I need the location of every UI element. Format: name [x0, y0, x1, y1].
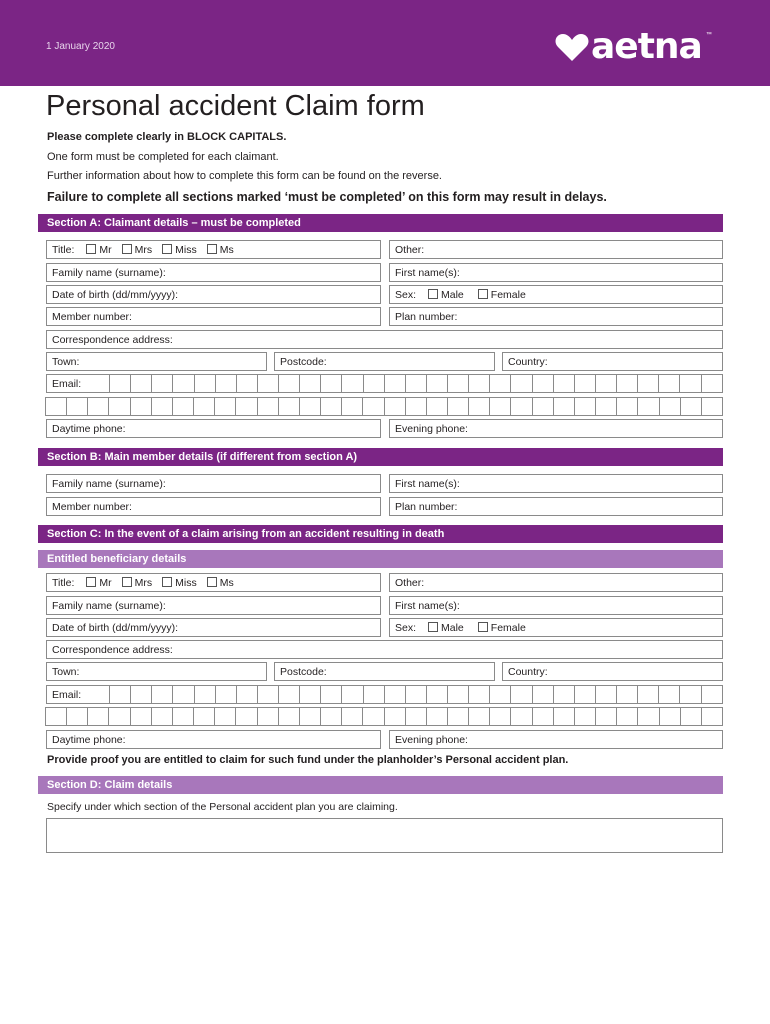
mrs-checkbox[interactable]: [122, 577, 132, 587]
female-label: Female: [490, 622, 526, 634]
claim-note: Specify under which section of the Personal accident plan you are claiming.: [47, 801, 398, 813]
mr-label: Mr: [99, 577, 112, 589]
dob-label: Date of birth (dd/mm/yyyy):: [52, 622, 179, 634]
email-char-cell[interactable]: [278, 374, 300, 393]
aetna-logo: [555, 26, 712, 67]
section-a-header: Section A: Claimant details – must be completed: [38, 214, 723, 232]
email-char-cell[interactable]: [235, 397, 257, 416]
main-first-names-field[interactable]: [389, 474, 723, 493]
address-label: Correspondence address:: [52, 644, 173, 656]
email-char-cell[interactable]: [151, 685, 173, 704]
family-name-label: Family name (surname):: [52, 267, 166, 279]
email-char-cell[interactable]: [66, 397, 88, 416]
email-char-cell[interactable]: [299, 707, 321, 726]
email-char-cell[interactable]: [130, 397, 152, 416]
postcode-label: Postcode:: [280, 356, 327, 368]
town-label: Town:: [52, 666, 80, 678]
email-char-cell[interactable]: [468, 707, 490, 726]
email-char-cell[interactable]: [659, 707, 681, 726]
address-label: Correspondence address:: [52, 334, 173, 346]
email-char-cell[interactable]: [637, 397, 659, 416]
email-char-cell[interactable]: [532, 707, 554, 726]
email-char-cell[interactable]: [384, 397, 406, 416]
sex-field: [389, 285, 723, 304]
email-char-cell[interactable]: [172, 707, 194, 726]
email-char-cell[interactable]: [637, 685, 659, 704]
email-char-cell[interactable]: [130, 685, 152, 704]
beneficiary-subheader: Entitled beneficiary details: [38, 550, 723, 568]
miss-checkbox[interactable]: [162, 577, 172, 587]
town-label: Town:: [52, 356, 80, 368]
email-char-cell[interactable]: [468, 397, 490, 416]
email-char-cell[interactable]: [489, 397, 511, 416]
evening-phone-field[interactable]: [389, 419, 723, 438]
email-char-cell[interactable]: [553, 685, 575, 704]
evening-phone-label: Evening phone:: [395, 423, 468, 435]
plan-number-field[interactable]: [389, 307, 723, 326]
email-char-cell[interactable]: [595, 685, 617, 704]
email-char-cell[interactable]: [447, 374, 469, 393]
email-char-cell[interactable]: [468, 374, 490, 393]
email-char-cell[interactable]: [235, 707, 257, 726]
header-banner: [0, 0, 770, 86]
email-char-cell[interactable]: [278, 707, 300, 726]
section-c-header: Section C: In the event of a claim arising from an accident resulting in death: [38, 525, 723, 543]
email-char-cell[interactable]: [680, 707, 702, 726]
title-field: [46, 240, 381, 259]
email-char-cell[interactable]: [595, 707, 617, 726]
plan-number-label: Plan number:: [395, 311, 458, 323]
email-char-cell[interactable]: [658, 374, 680, 393]
claim-section-textarea[interactable]: [46, 818, 723, 853]
email-char-cell[interactable]: [151, 707, 173, 726]
male-label: Male: [441, 622, 464, 634]
email-char-cell[interactable]: [659, 397, 681, 416]
female-checkbox[interactable]: [478, 622, 488, 632]
email-label: Email:: [46, 685, 110, 704]
other-label: Other:: [395, 577, 425, 589]
email-char-cell[interactable]: [278, 685, 300, 704]
ben-sex-field: [389, 618, 723, 637]
email-char-cell[interactable]: [510, 685, 532, 704]
family-name-label: Family name (surname):: [52, 600, 166, 612]
mr-label: Mr: [99, 244, 112, 256]
email-char-cell[interactable]: [426, 374, 448, 393]
miss-label: Miss: [175, 577, 197, 589]
email-char-cell[interactable]: [637, 707, 659, 726]
postcode-label: Postcode:: [280, 666, 327, 678]
email-char-cell[interactable]: [553, 707, 575, 726]
email-char-cell[interactable]: [426, 707, 448, 726]
ms-checkbox[interactable]: [207, 577, 217, 587]
email-char-cell[interactable]: [616, 374, 638, 393]
email-char-cell[interactable]: [489, 707, 511, 726]
email-char-cell[interactable]: [257, 374, 279, 393]
email-char-cell[interactable]: [257, 707, 279, 726]
email-char-cell[interactable]: [109, 374, 131, 393]
email-char-cell[interactable]: [362, 397, 384, 416]
email-grid-row-1: [46, 374, 723, 393]
country-label: Country:: [508, 356, 548, 368]
email-char-cell[interactable]: [363, 374, 385, 393]
main-family-name-field[interactable]: [46, 474, 381, 493]
male-label: Male: [441, 289, 464, 301]
ben-address-field[interactable]: [46, 640, 723, 659]
email-char-cell[interactable]: [637, 374, 659, 393]
ben-email-grid-row-1: [46, 685, 723, 704]
first-names-label: First name(s):: [395, 267, 460, 279]
email-char-cell[interactable]: [426, 397, 448, 416]
email-char-cell[interactable]: [363, 685, 385, 704]
email-char-cell[interactable]: [278, 397, 300, 416]
email-char-cell[interactable]: [447, 685, 469, 704]
intro-line-2: One form must be completed for each claimant.: [47, 151, 279, 163]
email-char-cell[interactable]: [616, 707, 638, 726]
email-char-cell[interactable]: [299, 685, 321, 704]
main-plan-number-field[interactable]: [389, 497, 723, 516]
other-title-field[interactable]: [389, 240, 723, 259]
email-char-cell[interactable]: [66, 707, 88, 726]
email-char-cell[interactable]: [236, 685, 258, 704]
family-name-label: Family name (surname):: [52, 478, 166, 490]
female-checkbox[interactable]: [478, 289, 488, 299]
email-char-cell[interactable]: [362, 707, 384, 726]
female-label: Female: [490, 289, 526, 301]
email-char-cell[interactable]: [447, 707, 469, 726]
email-char-cell[interactable]: [384, 374, 406, 393]
member-number-field[interactable]: [46, 307, 381, 326]
address-field[interactable]: [46, 330, 723, 349]
email-char-cell[interactable]: [108, 397, 130, 416]
email-char-cell[interactable]: [194, 685, 216, 704]
main-member-number-field[interactable]: [46, 497, 381, 516]
ben-title-field: [46, 573, 381, 592]
email-char-cell[interactable]: [151, 374, 173, 393]
ben-other-title-field[interactable]: [389, 573, 723, 592]
email-char-cell[interactable]: [701, 707, 723, 726]
email-char-cell[interactable]: [341, 685, 363, 704]
email-char-cell[interactable]: [172, 374, 194, 393]
email-char-cell[interactable]: [341, 374, 363, 393]
ben-dob-field[interactable]: [46, 618, 381, 637]
member-number-label: Member number:: [52, 501, 132, 513]
sex-label: Sex:: [395, 622, 417, 634]
mrs-label: Mrs: [134, 577, 153, 589]
title-label: Title:: [52, 577, 75, 589]
email-char-cell[interactable]: [257, 685, 279, 704]
dob-field[interactable]: [46, 285, 381, 304]
dob-label: Date of birth (dd/mm/yyyy):: [52, 289, 179, 301]
email-char-cell[interactable]: [172, 685, 194, 704]
email-char-cell[interactable]: [426, 685, 448, 704]
intro-line-3: Further information about how to complete this form can be found on the reverse.: [47, 170, 442, 182]
email-label: Email:: [46, 374, 110, 393]
email-char-cell[interactable]: [489, 374, 511, 393]
email-char-cell[interactable]: [193, 397, 215, 416]
email-char-cell[interactable]: [215, 685, 237, 704]
email-char-cell[interactable]: [109, 685, 131, 704]
email-char-cell[interactable]: [172, 397, 194, 416]
sex-label: Sex:: [395, 289, 417, 301]
member-number-label: Member number:: [52, 311, 132, 323]
logo-wordmark: aetna: [591, 26, 702, 67]
ben-evening-phone-field[interactable]: [389, 730, 723, 749]
family-name-field[interactable]: [46, 263, 381, 282]
email-char-cell[interactable]: [574, 374, 596, 393]
intro-line-1: Please complete clearly in BLOCK CAPITALS.: [47, 131, 287, 143]
email-char-cell[interactable]: [532, 685, 554, 704]
email-char-cell[interactable]: [341, 397, 363, 416]
email-char-cell[interactable]: [405, 374, 427, 393]
email-char-cell[interactable]: [257, 397, 279, 416]
email-char-cell[interactable]: [574, 707, 596, 726]
email-char-cell[interactable]: [299, 374, 321, 393]
email-char-cell[interactable]: [214, 397, 236, 416]
miss-label: Miss: [175, 244, 197, 256]
email-char-cell[interactable]: [130, 707, 152, 726]
section-b-header: Section B: Main member details (if different from section A): [38, 448, 723, 466]
email-char-cell[interactable]: [87, 707, 109, 726]
email-char-cell[interactable]: [510, 374, 532, 393]
email-char-cell[interactable]: [680, 397, 702, 416]
postcode-field[interactable]: [274, 352, 495, 371]
email-char-cell[interactable]: [193, 707, 215, 726]
email-char-cell[interactable]: [87, 397, 109, 416]
email-grid-row-2: [46, 397, 723, 416]
email-char-cell[interactable]: [679, 685, 701, 704]
email-char-cell[interactable]: [384, 707, 406, 726]
ben-postcode-field[interactable]: [274, 662, 495, 681]
email-char-cell[interactable]: [405, 685, 427, 704]
evening-phone-label: Evening phone:: [395, 734, 468, 746]
email-char-cell[interactable]: [489, 685, 511, 704]
email-char-cell[interactable]: [701, 397, 723, 416]
town-field[interactable]: [46, 352, 267, 371]
email-char-cell[interactable]: [532, 374, 554, 393]
email-char-cell[interactable]: [299, 397, 321, 416]
email-char-cell[interactable]: [45, 397, 67, 416]
page-title: Personal accident Claim form: [46, 90, 425, 122]
plan-number-label: Plan number:: [395, 501, 458, 513]
email-char-cell[interactable]: [595, 397, 617, 416]
email-char-cell[interactable]: [447, 397, 469, 416]
email-char-cell[interactable]: [215, 374, 237, 393]
logo-trademark: ™: [705, 32, 712, 38]
male-checkbox[interactable]: [428, 289, 438, 299]
email-char-cell[interactable]: [214, 707, 236, 726]
email-char-cell[interactable]: [384, 685, 406, 704]
mrs-checkbox[interactable]: [122, 244, 132, 254]
miss-checkbox[interactable]: [162, 244, 172, 254]
mr-checkbox[interactable]: [86, 577, 96, 587]
email-char-cell[interactable]: [616, 397, 638, 416]
male-checkbox[interactable]: [428, 622, 438, 632]
email-char-cell[interactable]: [574, 397, 596, 416]
email-char-cell[interactable]: [658, 685, 680, 704]
first-names-label: First name(s):: [395, 478, 460, 490]
email-char-cell[interactable]: [701, 374, 723, 393]
other-label: Other:: [395, 244, 425, 256]
email-char-cell[interactable]: [553, 397, 575, 416]
email-char-cell[interactable]: [45, 707, 67, 726]
email-char-cell[interactable]: [320, 685, 342, 704]
daytime-phone-label: Daytime phone:: [52, 734, 126, 746]
email-char-cell[interactable]: [320, 707, 342, 726]
ben-family-name-field[interactable]: [46, 596, 381, 615]
first-names-field[interactable]: [389, 263, 723, 282]
warning-text: Failure to complete all sections marked ‘must be completed’ on this form may result in delays.: [47, 190, 607, 204]
email-char-cell[interactable]: [595, 374, 617, 393]
email-char-cell[interactable]: [405, 397, 427, 416]
email-char-cell[interactable]: [320, 374, 342, 393]
email-char-cell[interactable]: [510, 707, 532, 726]
email-char-cell[interactable]: [341, 707, 363, 726]
daytime-phone-label: Daytime phone:: [52, 423, 126, 435]
mrs-label: Mrs: [134, 244, 153, 256]
ms-label: Ms: [219, 244, 234, 256]
email-char-cell[interactable]: [553, 374, 575, 393]
email-char-cell[interactable]: [405, 707, 427, 726]
email-char-cell[interactable]: [616, 685, 638, 704]
email-char-cell[interactable]: [108, 707, 130, 726]
ben-daytime-phone-field[interactable]: [46, 730, 381, 749]
ms-label: Ms: [219, 577, 234, 589]
form-date: 1 January 2020: [46, 41, 115, 52]
ms-checkbox[interactable]: [207, 244, 217, 254]
email-char-cell[interactable]: [320, 397, 342, 416]
section-d-header: Section D: Claim details: [38, 776, 723, 794]
ben-town-field[interactable]: [46, 662, 267, 681]
email-char-cell[interactable]: [679, 374, 701, 393]
email-char-cell[interactable]: [532, 397, 554, 416]
country-field[interactable]: [502, 352, 723, 371]
heart-icon: [555, 32, 589, 62]
email-char-cell[interactable]: [701, 685, 723, 704]
first-names-label: First name(s):: [395, 600, 460, 612]
proof-note: Provide proof you are entitled to claim for such fund under the planholder’s Personal accident plan.: [47, 754, 569, 766]
email-char-cell[interactable]: [574, 685, 596, 704]
email-char-cell[interactable]: [130, 374, 152, 393]
country-label: Country:: [508, 666, 548, 678]
ben-country-field[interactable]: [502, 662, 723, 681]
email-char-cell[interactable]: [510, 397, 532, 416]
daytime-phone-field[interactable]: [46, 419, 381, 438]
ben-email-grid-row-2: [46, 707, 723, 726]
email-char-cell[interactable]: [236, 374, 258, 393]
ben-first-names-field[interactable]: [389, 596, 723, 615]
mr-checkbox[interactable]: [86, 244, 96, 254]
email-char-cell[interactable]: [468, 685, 490, 704]
email-char-cell[interactable]: [151, 397, 173, 416]
title-label: Title:: [52, 244, 75, 256]
email-char-cell[interactable]: [194, 374, 216, 393]
